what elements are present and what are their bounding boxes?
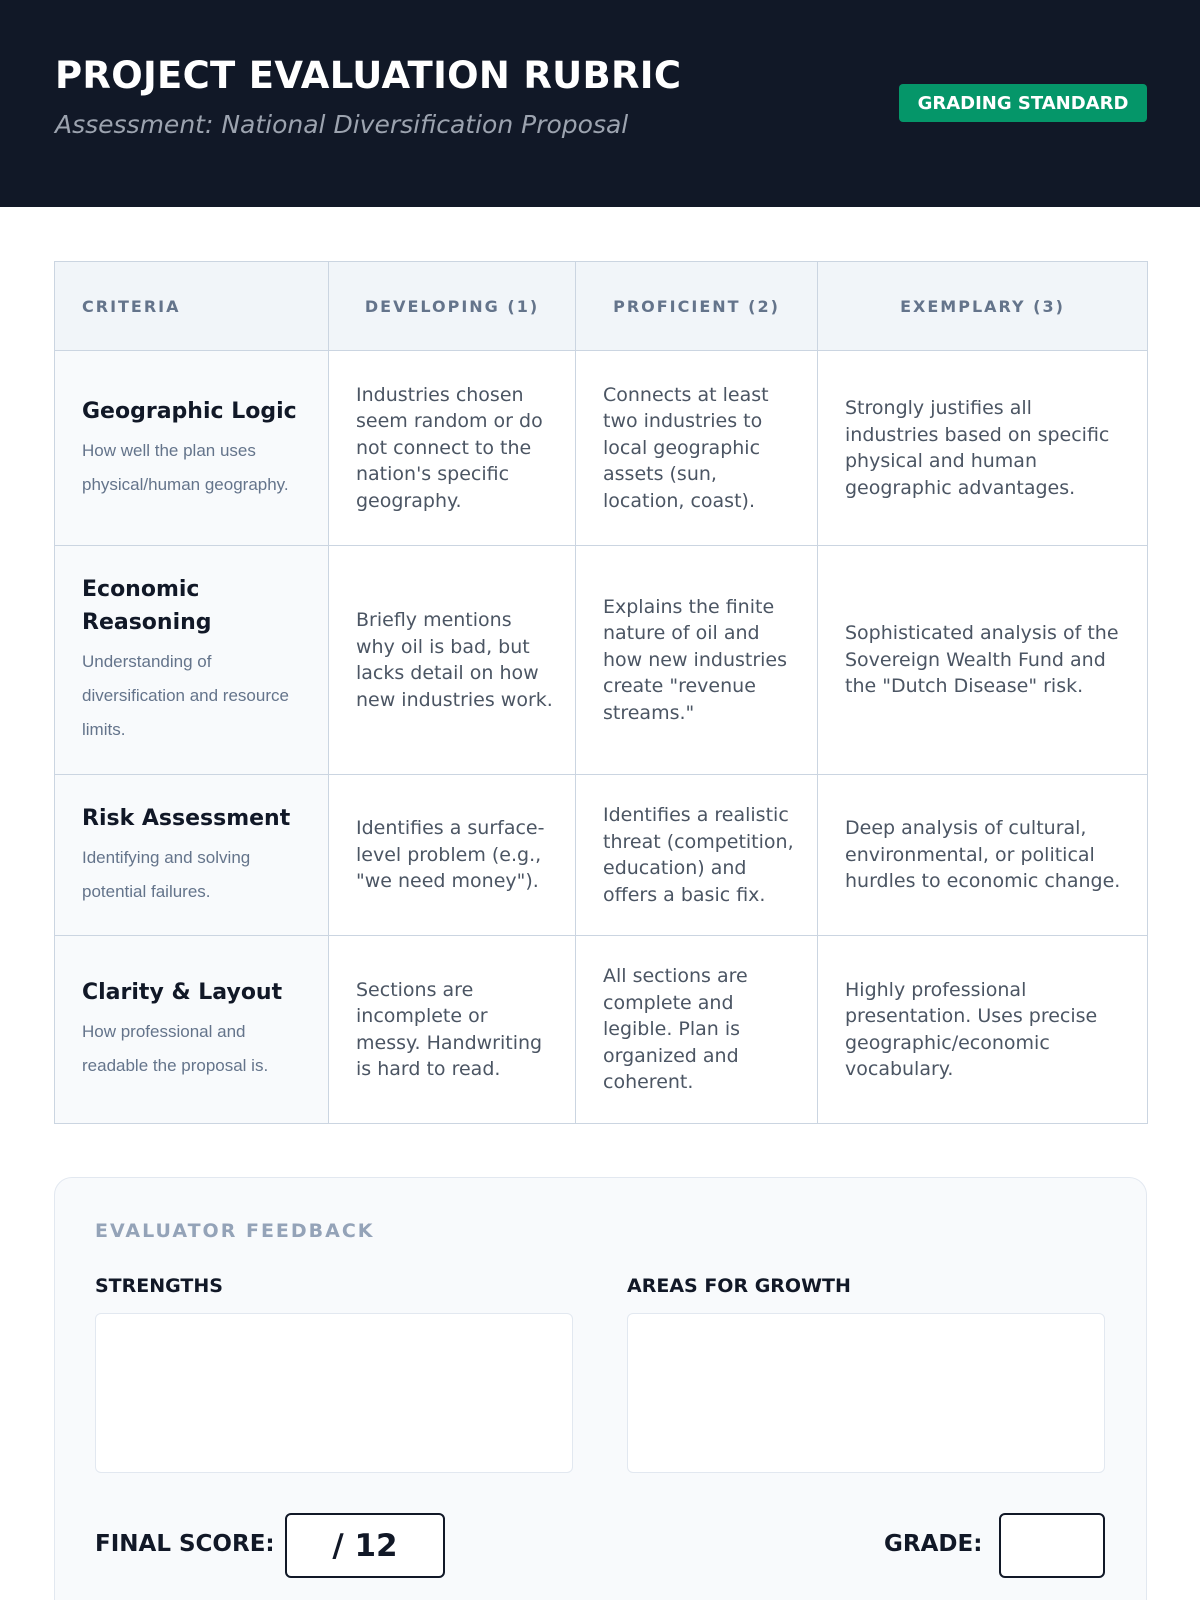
developing-cell: Industries chosen seem random or do not connect to the nation's specific geography. [329,351,576,546]
grade-field[interactable] [999,1513,1105,1578]
areas-for-growth-label: AREAS FOR GROWTH [627,1275,851,1297]
strengths-label: STRENGTHS [95,1275,223,1297]
proficient-cell: Identifies a realistic threat (competition, education) and offers a basic fix. [576,775,818,936]
criterion-description: Identifying and solving potential failures. [82,847,251,901]
areas-for-growth-field[interactable] [627,1313,1105,1473]
criterion-cell [55,546,329,775]
table-row [55,546,1148,775]
grade-label: GRADE: [884,1531,983,1557]
proficient-cell: Explains the finite nature of oil and how new industries create "revenue streams." [576,546,818,775]
strengths-field[interactable] [95,1313,573,1473]
column-header-proficient: PROFICIENT (2) [576,262,818,351]
final-score-field[interactable]: / 12 [285,1513,445,1578]
column-header-exemplary: EXEMPLARY (3) [818,262,1148,351]
table-row [55,936,1148,1124]
criterion-cell [55,775,329,936]
criterion-cell [55,351,329,546]
column-header-developing: DEVELOPING (1) [329,262,576,351]
final-score-label: FINAL SCORE: [95,1531,275,1557]
criterion-description: How professional and readable the proposal is. [82,1022,269,1075]
exemplary-cell: Deep analysis of cultural, environmental, or political hurdles to economic change. [818,775,1148,936]
developing-cell: Sections are incomplete or messy. Handwriting is hard to read. [329,936,576,1124]
criterion-name: Economic Reasoning [82,577,212,635]
exemplary-cell: Strongly justifies all industries based on specific physical and human geographic advantages. [818,351,1148,546]
rubric-table [54,261,1148,1124]
page-title: PROJECT EVALUATION RUBRIC [55,54,682,97]
exemplary-cell: Sophisticated analysis of the Sovereign Wealth Fund and the "Dutch Disease" risk. [818,546,1148,775]
criterion-name: Risk Assessment [82,805,291,831]
grading-standard-badge: GRADING STANDARD [899,84,1147,122]
criterion-cell [55,936,329,1124]
page-header [0,0,1200,207]
proficient-cell: All sections are complete and legible. Plan is organized and coherent. [576,936,818,1124]
proficient-cell: Connects at least two industries to local geographic assets (sun, location, coast). [576,351,818,546]
criterion-description: How well the plan uses physical/human geography. [82,440,289,494]
criterion-name: Clarity & Layout [82,980,283,1005]
developing-cell: Briefly mentions why oil is bad, but lacks detail on how new industries work. [329,546,576,775]
evaluator-feedback-panel [54,1177,1147,1600]
criterion-name: Geographic Logic [82,398,297,424]
exemplary-cell: Highly professional presentation. Uses precise geographic/economic vocabulary. [818,936,1148,1124]
table-row [55,351,1148,546]
developing-cell: Identifies a surface-level problem (e.g., "we need money"). [329,775,576,936]
table-row [55,775,1148,936]
rubric-header-row [55,262,1148,351]
feedback-heading: EVALUATOR FEEDBACK [95,1220,375,1242]
column-header-criteria: CRITERIA [55,262,329,351]
page-subtitle: Assessment: National Diversification Proposal [55,110,629,139]
criterion-description: Understanding of diversification and resource limits. [82,652,289,739]
